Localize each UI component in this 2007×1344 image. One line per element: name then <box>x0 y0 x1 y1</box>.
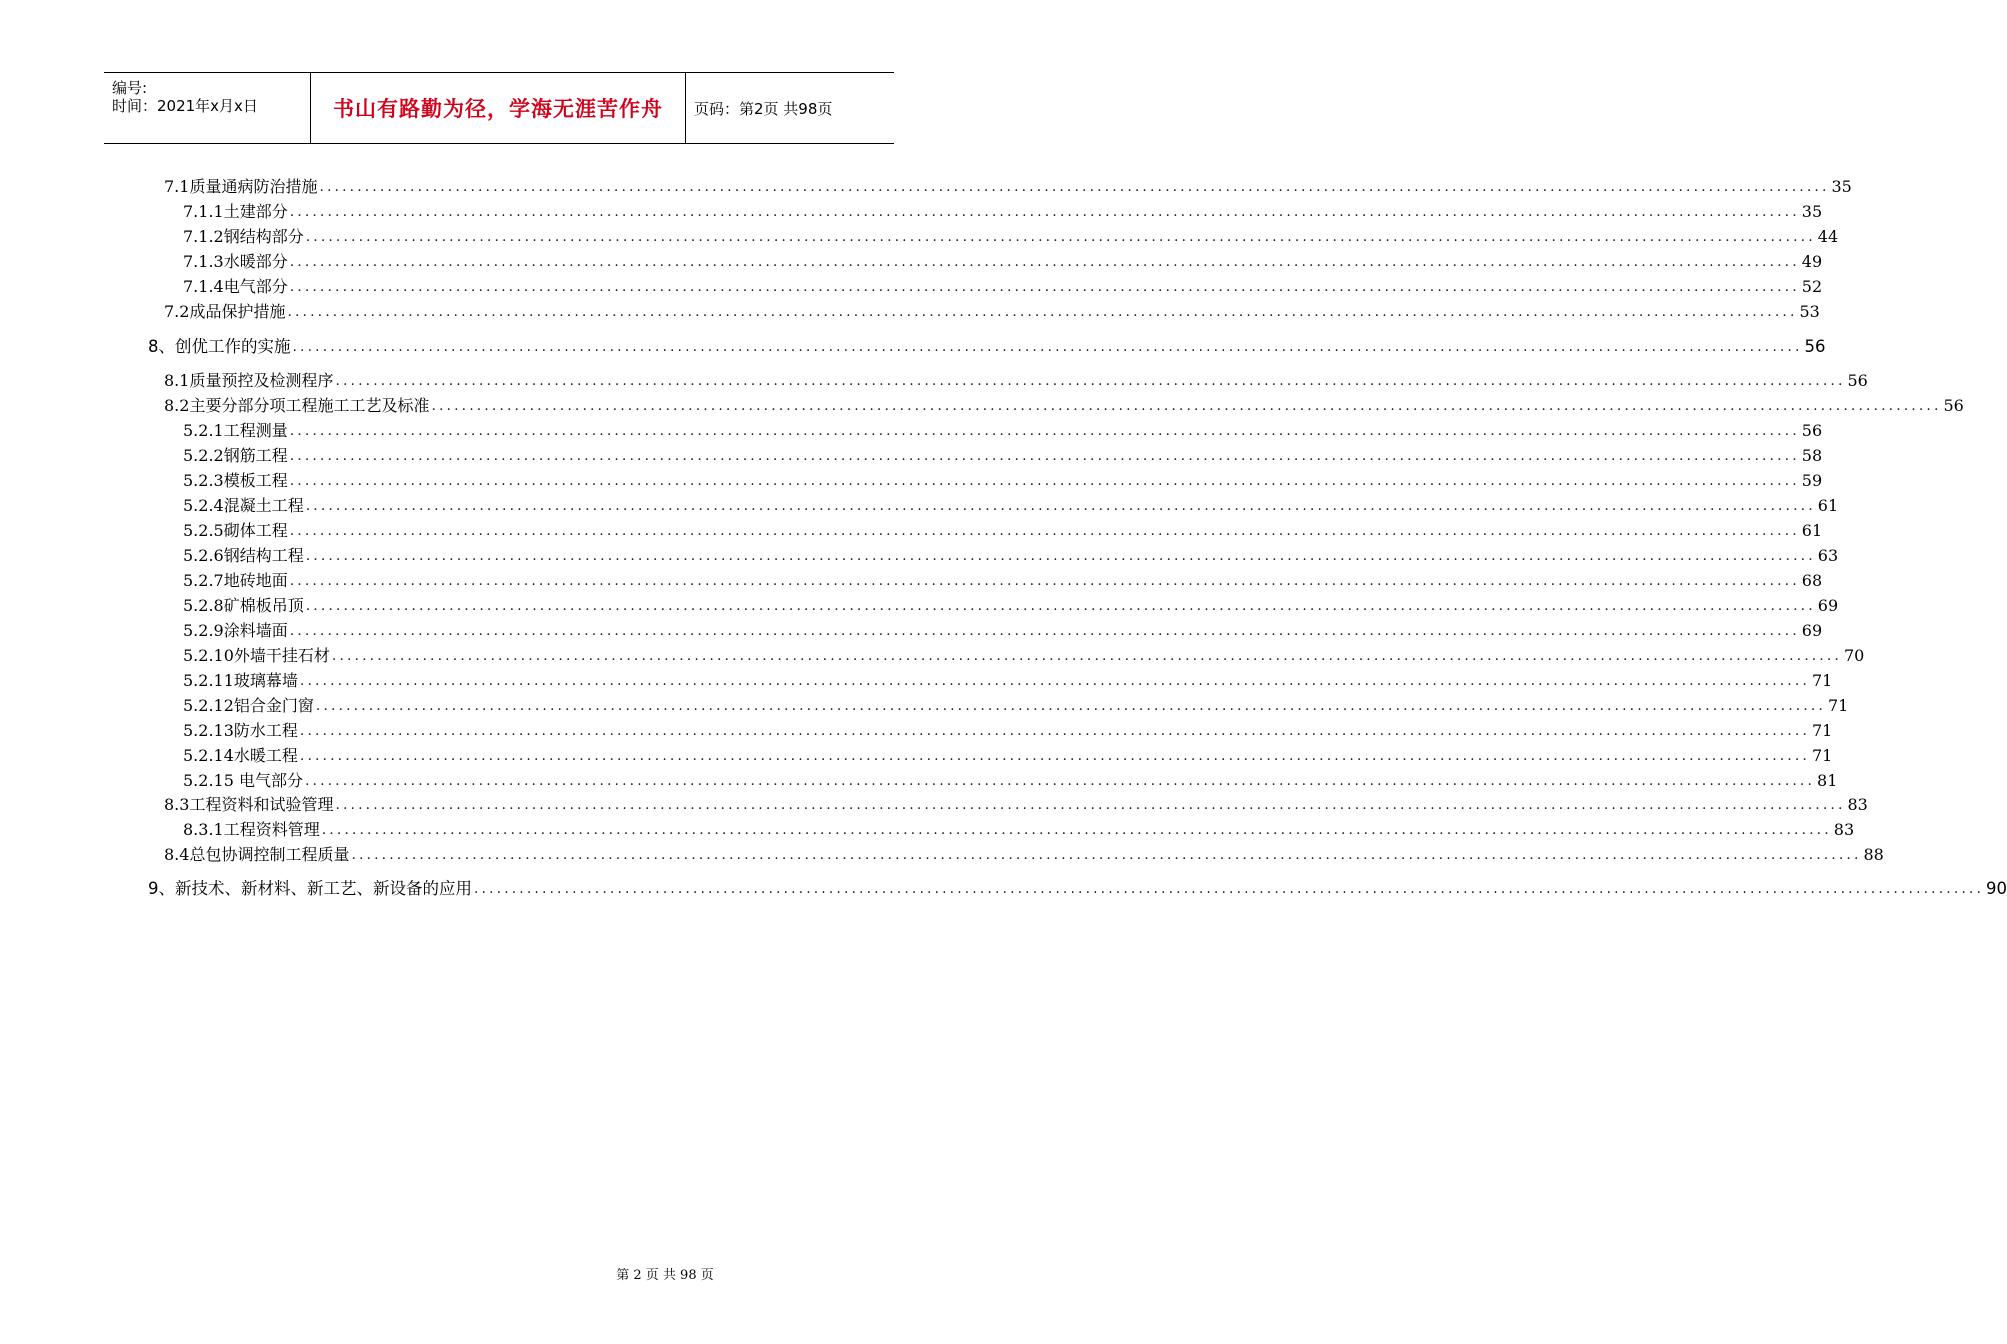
toc-dot-leader: ........................................................................................................................................................................................................ <box>305 229 1816 245</box>
toc-dot-leader: ........................................................................................................................................................................................................ <box>431 398 1942 414</box>
toc-entry[interactable] <box>164 844 1884 866</box>
toc-entry[interactable] <box>183 520 1823 542</box>
toc-entry-page: 61 <box>1817 496 1839 515</box>
toc-entry[interactable] <box>148 878 2007 900</box>
toc-dot-leader: ........................................................................................................................................................................................................ <box>319 179 1830 195</box>
toc-entry[interactable] <box>183 201 1823 223</box>
toc-dot-leader: ........................................................................................................................................................................................................ <box>305 598 1816 614</box>
toc-entry-title: 5.2.14水暖工程 <box>183 746 298 765</box>
toc-entry-page: 59 <box>1801 471 1823 490</box>
toc-entry-title: 8.3.1工程资料管理 <box>183 820 320 839</box>
toc-entry[interactable] <box>148 336 1826 358</box>
toc-entry-page: 69 <box>1801 621 1823 640</box>
header-meta-cell <box>104 73 310 143</box>
footer-page-number: 第 2 页 共 98 页 <box>616 1268 714 1283</box>
toc-entry-page: 56 <box>1801 421 1823 440</box>
toc-entry-title: 5.2.3模板工程 <box>183 471 288 490</box>
toc-entry-title: 8.3工程资料和试验管理 <box>164 795 334 814</box>
toc-entry-title: 5.2.13防水工程 <box>183 721 298 740</box>
toc-entry[interactable] <box>183 545 1839 567</box>
toc-entry-title: 5.2.10外墙干挂石材 <box>183 646 330 665</box>
toc-dot-leader: ........................................................................................................................................................................................................ <box>474 881 1985 897</box>
toc-dot-leader: ........................................................................................................................................................................................................ <box>299 673 1810 689</box>
toc-entry[interactable] <box>183 720 1833 742</box>
toc-entry-title: 5.2.12铝合金门窗 <box>183 696 314 715</box>
header-time-label: 时间：2021年x月x日 <box>112 97 258 115</box>
toc-entry-page: 61 <box>1801 521 1823 540</box>
toc-entry-title: 7.1.2钢结构部分 <box>183 227 304 246</box>
toc-dot-leader: ........................................................................................................................................................................................................ <box>304 773 1816 789</box>
toc-dot-leader: ........................................................................................................................................................................................................ <box>331 648 1842 664</box>
toc-dot-leader: ........................................................................................................................................................................................................ <box>335 373 1846 389</box>
toc-entry-page: 90 <box>1986 879 2007 898</box>
toc-entry-page: 49 <box>1801 252 1823 271</box>
toc-entry-title: 5.2.8矿棉板吊顶 <box>183 596 304 615</box>
toc-entry-page: 63 <box>1817 546 1839 565</box>
toc-entry[interactable] <box>183 570 1823 592</box>
toc-entry-title: 5.2.9涂料墙面 <box>183 621 288 640</box>
toc-entry-page: 68 <box>1801 571 1823 590</box>
toc-dot-leader: ........................................................................................................................................................................................................ <box>305 498 1816 514</box>
toc-entry[interactable] <box>183 670 1833 692</box>
toc-entry[interactable] <box>183 276 1823 298</box>
toc-entry-title: 5.2.1工程测量 <box>183 421 288 440</box>
toc-entry-page: 56 <box>1943 396 1964 415</box>
toc-entry-title: 5.2.15 电气部分 <box>183 771 303 790</box>
toc-entry-title: 8、创优工作的实施 <box>148 337 291 356</box>
toc-dot-leader: ........................................................................................................................................................................................................ <box>287 304 1798 320</box>
toc-dot-leader: ........................................................................................................................................................................................................ <box>289 573 1800 589</box>
toc-dot-leader: ........................................................................................................................................................................................................ <box>299 723 1810 739</box>
toc-entry-title: 8.4总包协调控制工程质量 <box>164 845 350 864</box>
toc-entry-title: 5.2.5砌体工程 <box>183 521 288 540</box>
page-footer <box>0 1264 950 1283</box>
toc-entry-title: 7.1.4电气部分 <box>183 277 288 296</box>
toc-entry[interactable] <box>183 495 1839 517</box>
toc-entry[interactable] <box>164 370 1868 392</box>
toc-entry-page: 35 <box>1801 202 1823 221</box>
toc-dot-leader: ........................................................................................................................................................................................................ <box>289 623 1800 639</box>
toc-entry-title: 7.1.3水暖部分 <box>183 252 288 271</box>
toc-entry[interactable] <box>183 645 1865 667</box>
toc-entry-title: 7.1.1土建部分 <box>183 202 288 221</box>
toc-dot-leader: ........................................................................................................................................................................................................ <box>289 423 1800 439</box>
toc-entry-page: 44 <box>1817 227 1839 246</box>
toc-dot-leader: ........................................................................................................................................................................................................ <box>299 748 1810 764</box>
toc-entry-page: 71 <box>1811 721 1833 740</box>
toc-entry-page: 71 <box>1811 671 1833 690</box>
toc-entry[interactable] <box>183 819 1855 841</box>
header-motto: 书山有路勤为径，学海无涯苦作舟 <box>310 73 686 143</box>
toc-entry-title: 5.2.11玻璃幕墙 <box>183 671 298 690</box>
toc-dot-leader: ........................................................................................................................................................................................................ <box>315 698 1826 714</box>
toc-dot-leader: ........................................................................................................................................................................................................ <box>305 548 1816 564</box>
toc-entry[interactable] <box>164 301 1820 323</box>
toc-entry-page: 71 <box>1811 746 1833 765</box>
toc-entry-page: 56 <box>1847 371 1868 390</box>
toc-entry[interactable] <box>183 770 1838 792</box>
toc-dot-leader: ........................................................................................................................................................................................................ <box>289 204 1800 220</box>
toc-entry-page: 69 <box>1817 596 1839 615</box>
toc-entry-page: 35 <box>1831 177 1852 196</box>
header-number-label: 编号: <box>112 79 148 97</box>
toc-dot-leader: ........................................................................................................................................................................................................ <box>351 847 1862 863</box>
toc-entry-title: 5.2.7地砖地面 <box>183 571 288 590</box>
toc-entry-page: 56 <box>1804 337 1826 356</box>
toc-entry[interactable] <box>164 176 1852 198</box>
toc-dot-leader: ........................................................................................................................................................................................................ <box>321 822 1832 838</box>
header-page-label: 页码：第2页 共98页 <box>694 99 833 118</box>
toc-dot-leader: ........................................................................................................................................................................................................ <box>289 254 1800 270</box>
toc-dot-leader: ........................................................................................................................................................................................................ <box>289 448 1800 464</box>
toc-entry-title: 5.2.6钢结构工程 <box>183 546 304 565</box>
toc-entry-page: 52 <box>1801 277 1823 296</box>
page-header <box>104 72 894 144</box>
toc-entry-title: 5.2.4混凝土工程 <box>183 496 304 515</box>
toc-dot-leader: ........................................................................................................................................................................................................ <box>335 797 1846 813</box>
toc-entry[interactable] <box>183 251 1823 273</box>
toc-entry[interactable] <box>183 695 1849 717</box>
toc-entry[interactable] <box>183 620 1823 642</box>
toc-entry-page: 53 <box>1799 302 1820 321</box>
toc-entry-page: 58 <box>1801 446 1823 465</box>
toc-entry[interactable] <box>183 445 1823 467</box>
toc-entry-page: 70 <box>1843 646 1865 665</box>
toc-entry-page: 83 <box>1833 820 1855 839</box>
toc-entry-title: 7.1质量通病防治措施 <box>164 177 318 196</box>
toc-dot-leader: ........................................................................................................................................................................................................ <box>289 523 1800 539</box>
toc-entry[interactable] <box>164 395 1964 417</box>
toc-entry-title: 5.2.2钢筋工程 <box>183 446 288 465</box>
toc-entry-title: 7.2成品保护措施 <box>164 302 286 321</box>
toc-entry[interactable] <box>183 595 1839 617</box>
toc-entry[interactable] <box>183 226 1839 248</box>
toc-entry-title: 8.1质量预控及检测程序 <box>164 371 334 390</box>
toc-dot-leader: ........................................................................................................................................................................................................ <box>292 339 1803 355</box>
toc-entry-title: 8.2主要分部分项工程施工工艺及标准 <box>164 396 430 415</box>
toc-entry[interactable] <box>183 470 1823 492</box>
toc-dot-leader: ........................................................................................................................................................................................................ <box>289 279 1800 295</box>
toc-entry-title: 9、新技术、新材料、新工艺、新设备的应用 <box>148 879 472 898</box>
toc-entry-page: 81 <box>1817 771 1838 790</box>
toc-entry-page: 88 <box>1863 845 1884 864</box>
toc-entry-page: 71 <box>1827 696 1849 715</box>
toc-entry[interactable] <box>183 745 1833 767</box>
toc-entry-page: 83 <box>1847 795 1868 814</box>
toc-entry[interactable] <box>183 420 1823 442</box>
toc-dot-leader: ........................................................................................................................................................................................................ <box>289 473 1800 489</box>
toc-entry[interactable] <box>164 794 1868 816</box>
